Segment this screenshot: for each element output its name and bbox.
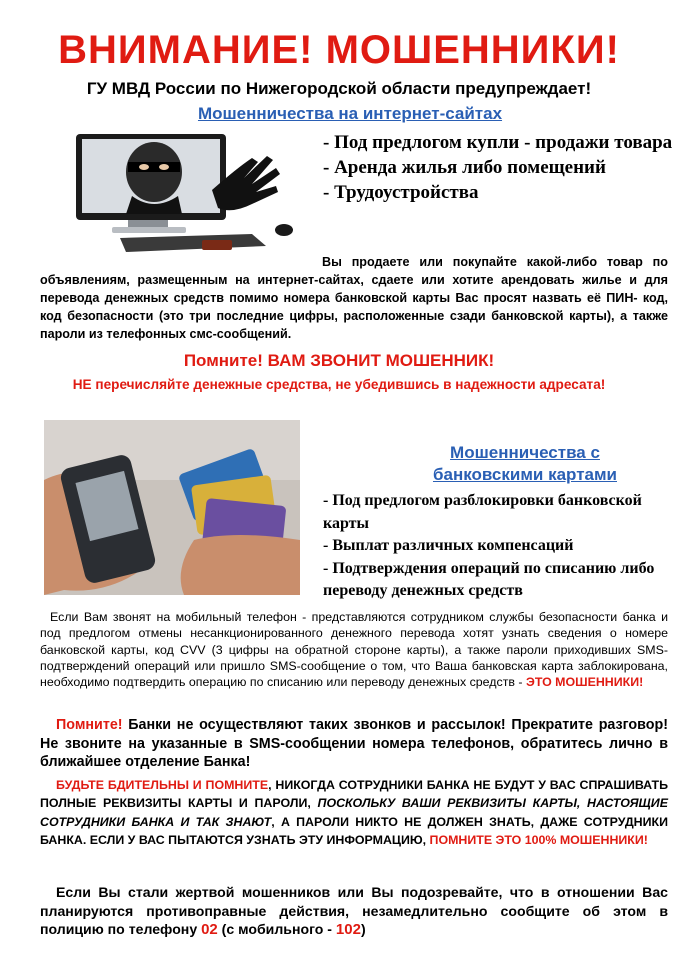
footer-end: ) bbox=[360, 921, 366, 937]
phone-102: 102 bbox=[335, 921, 361, 938]
list-item: - Подтверждения операций по списанию либо переводу денежных средств bbox=[323, 559, 655, 599]
remember-word: Помните! bbox=[56, 717, 123, 733]
remember-text: Банки не осуществляют таких звонков и рассылок! Прекратите разговор! Не звоните на указанные в SMS-сообщении номера телефонов, обратитесь лично в ближайшее отделение Банка! bbox=[40, 717, 668, 770]
section1-heading: Мошенничества на интернет-сайтах bbox=[197, 104, 503, 123]
list-item: - Под предлогом купли - продажи товара bbox=[323, 132, 673, 153]
section1-paragraph: Вы продаете или покупайте какой-либо товар по объявлениям, размещенным на интернет-сайтах, сдаете или хотите арендовать жилье и для перевода денежных средств помимо номера банковской карты Вас просят назвать её ПИН- код, код безопасности (это три последние цифры, расположенные сзади банковской карты), а также пароли из телефонных смс-сообщений. bbox=[40, 255, 668, 341]
phone-cards-image bbox=[44, 420, 300, 595]
caps-red-1: БУДЬТЕ БДИТЕЛЬНЫ И ПОМНИТЕ bbox=[56, 778, 269, 792]
footer-text: Если Вы стали жертвой мошенников или Вы подозревайте, что в отношении Вас планируются противоправные действия, незамедлительно сообщите об этом в полицию по телефону bbox=[40, 884, 668, 937]
caps-red-2: ПОМНИТЕ ЭТО 100% МОШЕННИКИ! bbox=[429, 832, 648, 847]
section1-bullets bbox=[323, 130, 673, 205]
section2-heading bbox=[370, 442, 678, 486]
section2-caps-warning bbox=[40, 776, 668, 849]
list-item: - Аренда жилья либо помещений bbox=[323, 157, 606, 178]
section2-paragraph-text: Если Вам звонят на мобильный телефон - представляются сотрудником службы безопасности банка и под предлогом отмены несанкционированного денежного перевода хотят узнать сведения о номере банковской карты, код CVV (3 цифры на обратной стороне карты), а также пароли приходивших SMS-подтверждений операций или пришло SMS-сообщение о том, что Ваша банковская карта заблокирована, необходимо подтвердить операцию по списанию или переводу денежных средств - bbox=[40, 610, 668, 690]
section1-remember: Помните! ВАМ ЗВОНИТ МОШЕННИК! bbox=[183, 351, 495, 370]
list-item: - Под предлогом разблокировки банковской карты bbox=[323, 492, 642, 532]
list-item: - Трудоустройства bbox=[323, 182, 479, 203]
caps-text-2: , А ПАРОЛИ НИКТО НЕ ДОЛЖЕН ЗНАТЬ, ДАЖЕ СОТРУДНИКИ БАНКА. ЕСЛИ У ВАС ПЫТАЮТСЯ УЗНАТЬ ЭТУ ИНФОРМАЦИЮ, bbox=[40, 814, 668, 847]
caps-italic: ПОСКОЛЬКУ ВАШИ РЕКВИЗИТЫ КАРТЫ, НАСТОЯЩИЕ СОТРУДНИКИ БАНКА И ТАК ЗНАЮТ bbox=[40, 796, 668, 829]
hacker-monitor-image bbox=[62, 128, 314, 254]
page-title: ВНИМАНИЕ! МОШЕННИКИ! bbox=[58, 28, 620, 72]
section1-warning: НЕ перечисляйте денежные средства, не убедившись в надежности адресата! bbox=[72, 377, 606, 392]
caps-text-1: , НИКОГДА СОТРУДНИКИ БАНКА НЕ БУДУТ У ВАС СПРАШИВАТЬ ПОЛНЫЕ РЕКВИЗИТЫ КАРТЫ И ПАРОЛИ, bbox=[40, 778, 668, 811]
phone-02: 02 bbox=[201, 921, 218, 938]
section2-fraud-label: ЭТО МОШЕННИКИ! bbox=[526, 675, 644, 690]
section2-remember bbox=[40, 716, 668, 772]
section2-bullets bbox=[323, 490, 673, 603]
section2-heading-line1: Мошенничества с bbox=[450, 443, 600, 462]
list-item: - Выплат различных компенсаций bbox=[323, 537, 574, 554]
subtitle: ГУ МВД России по Нижегородской области предупреждает! bbox=[86, 79, 592, 98]
section2-paragraph bbox=[40, 609, 668, 690]
section2-heading-line2: банковскими картами bbox=[432, 465, 617, 484]
footer-mid: (с мобильного - bbox=[217, 921, 336, 937]
footer-notice bbox=[40, 883, 668, 940]
